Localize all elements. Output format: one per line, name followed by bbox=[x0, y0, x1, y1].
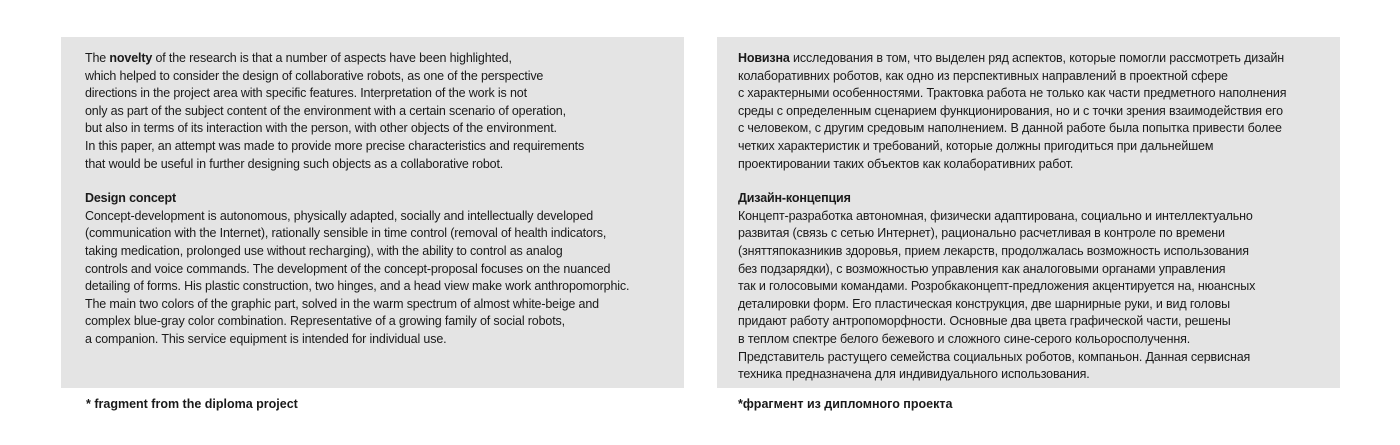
intro-first-rest: исследования в том, что выделен ряд аспектов, которые помогли рассмотреть дизайн bbox=[789, 51, 1285, 65]
design-concept-heading: Design concept bbox=[85, 191, 176, 206]
design-line: Concept-development is autonomous, physically adapted, socially and intellectually developed bbox=[85, 208, 594, 223]
intro-line: which helped to consider the design of collaborative robots, as one of the perspective bbox=[85, 68, 544, 83]
intro-line: четких характеристик и требований, которые должны пригодиться при дальнейшем bbox=[738, 138, 1214, 153]
novelty-keyword: Новизна bbox=[738, 51, 790, 65]
design-line: detailing of forms. His plastic construction, two hinges, and a head view make work anthropomorphic. bbox=[85, 279, 630, 294]
intro-line: that would be useful in further designing such objects as a collaborative robot. bbox=[85, 156, 504, 171]
design-line: Представитель растущего семейства социальных роботов, компаньон. Данная сервисная bbox=[738, 349, 1251, 364]
design-line: деталировки форм. Его пластическая конструкция, две шарнирные руки, и вид головы bbox=[738, 296, 1230, 311]
design-line: (communication with the Internet), rationally sensible in time control (removal of health indicators, bbox=[85, 226, 607, 241]
intro-line: с человеком, с другим средовым наполнением. В данной работе была попытка привести более bbox=[738, 121, 1282, 136]
design-line: The main two colors of the graphic part, solved in the warm spectrum of almost white-beige and bbox=[85, 296, 599, 311]
design-line: в теплом спектре белого бежевого и сложного сине-серого кольоросполучення. bbox=[738, 331, 1191, 346]
paragraph-gap bbox=[738, 173, 1340, 190]
design-line: taking medication, prolonged use without recharging), with the ability to control as analog bbox=[85, 243, 563, 258]
intro-line: с характерными особенностями. Трактовка работа не только как части предметного наполнения bbox=[738, 86, 1287, 101]
design-line: complex blue-gray color combination. Representative of a growing family of social robots, bbox=[85, 314, 565, 329]
english-footnote: * fragment from the diploma project bbox=[86, 397, 298, 411]
design-line: так и голосовыми командами. Розробкаконцепт-предложения акцентируется на, нюансных bbox=[738, 279, 1256, 294]
english-text-panel bbox=[61, 37, 684, 388]
intro-first-rest: of the research is that a number of aspects have been highlighted, bbox=[152, 51, 512, 65]
intro-line: only as part of the subject content of the environment with a certain scenario of operation, bbox=[85, 103, 566, 118]
design-line: придают работу антропоморфности. Основные два цвета графической части, решены bbox=[738, 314, 1231, 329]
novelty-keyword: novelty bbox=[109, 51, 153, 65]
intro-line bbox=[738, 50, 1340, 68]
design-line: controls and voice commands. The development of the concept-proposal focuses on the nuanced bbox=[85, 261, 611, 276]
intro-line: проектировании таких объектов как колаборативних работ. bbox=[738, 156, 1074, 171]
russian-text-panel bbox=[717, 37, 1340, 388]
design-line: развитая (связь с сетью Интернет), рационально расчетливая в контроле по времени bbox=[738, 226, 1225, 241]
paragraph-gap bbox=[85, 173, 684, 190]
russian-footnote: *фрагмент из дипломного проекта bbox=[738, 397, 953, 411]
design-line: (зняттяпоказникив здоровья, прием лекарств, продолжалась возможность использования bbox=[738, 243, 1249, 258]
design-line: Концепт-разработка автономная, физически адаптирована, социально и интеллектуально bbox=[738, 208, 1253, 223]
design-line: без подзарядки), с возможностью управления как аналоговыми органами управления bbox=[738, 261, 1226, 276]
design-line: a companion. This service equipment is intended for individual use. bbox=[85, 331, 447, 346]
design-concept-heading: Дизайн-концепция bbox=[738, 191, 851, 206]
intro-prefix: The bbox=[85, 51, 110, 65]
intro-line bbox=[85, 50, 684, 68]
intro-line: колаборативних роботов, как одно из перспективных направлений в проектной сфере bbox=[738, 68, 1228, 83]
intro-line: but also in terms of its interaction with the person, with other objects of the environment. bbox=[85, 121, 557, 136]
intro-line: directions in the project area with specific features. Interpretation of the work is not bbox=[85, 86, 527, 101]
intro-line: среды с определенным сценарием функционирования, но и с точки зрения взаимодействия его bbox=[738, 103, 1283, 118]
intro-line: In this paper, an attempt was made to provide more precise characteristics and requirements bbox=[85, 138, 585, 153]
design-line: техника предназначена для индивидуального использования. bbox=[738, 367, 1090, 382]
